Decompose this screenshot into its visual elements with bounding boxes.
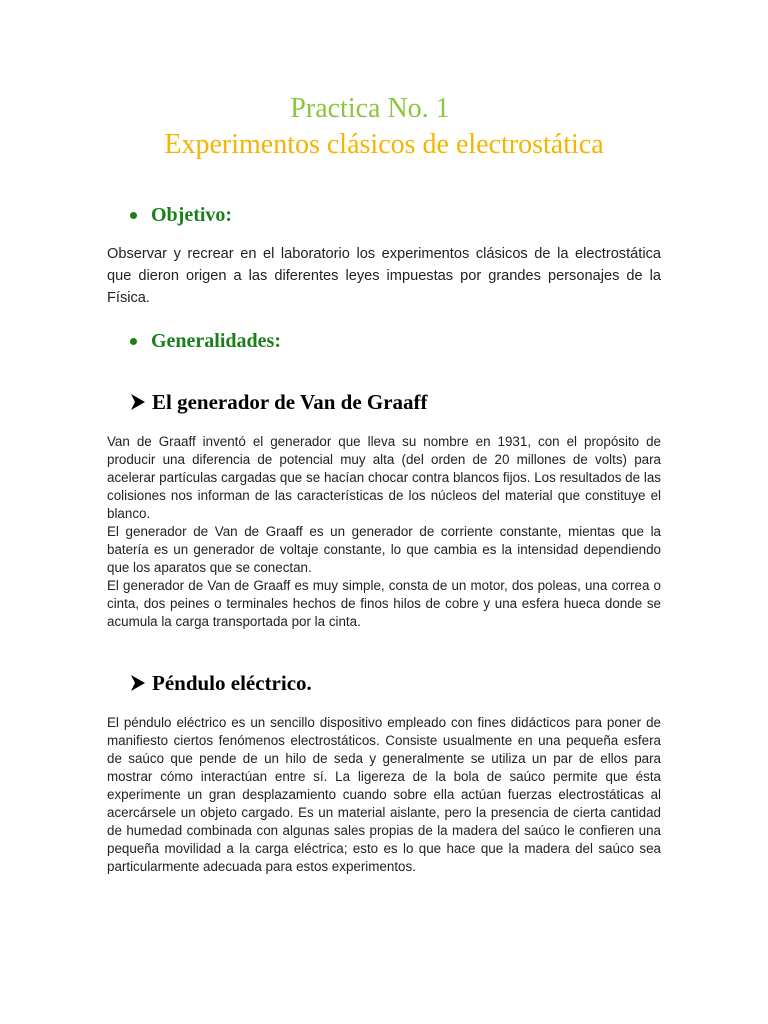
- pendulo-heading: [130, 670, 312, 696]
- generalidades-heading-label: Generalidades:: [151, 330, 281, 352]
- objetivo-paragraph: [107, 243, 661, 309]
- van-de-graaff-section: [107, 433, 661, 631]
- objetivo-heading-label: Objetivo:: [151, 204, 233, 226]
- objetivo-text: Observar y recrear en el laboratorio los experimentos clásicos de la electrostática que dieron origen a las diferentes leyes impuestas por grandes personajes de la Física.: [107, 246, 661, 306]
- arrowhead-bullet-icon: [130, 674, 146, 692]
- pendulo-heading-label: Péndulo eléctrico.: [152, 671, 312, 695]
- bullet-icon: [130, 338, 137, 345]
- pendulo-paragraph: El péndulo eléctrico es un sencillo dispositivo empleado con fines didácticos para poner de manifiesto ciertos fenómenos electrostáticos. Consiste usualmente en una pequeña esfera de saúco que pende de un hilo de seda y generalmente se utiliza un par de ellos para mostrar cómo interactúan entre sí. La ligereza de la bola de saúco permite que ésta experimente un gran desplazamiento cuando sobre ella actúan fuerzas electrostáticas al acercársele un objeto cargado. Es un material aislante, pero la presencia de cierta cantidad de humedad combinada con algunas sales propias de la madera del saúco le confieren una pequeña movilidad a la carga eléctrica; esto es lo que hace que la madera del saúco sea particularmente adecuada para estos experimentos.: [107, 715, 661, 874]
- van-de-graaff-paragraph-1: Van de Graaff inventó el generador que lleva su nombre en 1931, con el propósito de producir una diferencia de potencial muy alta (del orden de 20 millones de volts) para acelerar partículas cargadas que se hacían chocar contra blancos fijos. Los resultados de las colisiones nos informan de las características de los núcleos del material que constituye el blanco.: [107, 434, 661, 521]
- van-de-graaff-paragraph-2: El generador de Van de Graaff es un generador de corriente constante, mientas que la batería es un generador de voltaje constante, lo que cambia es la intensidad dependiendo que los aparatos que se conectan.: [107, 524, 661, 575]
- van-de-graaff-heading-label: El generador de Van de Graaff: [152, 390, 428, 414]
- practice-title: Practica No. 1: [290, 93, 450, 124]
- van-de-graaff-heading: [130, 389, 428, 415]
- van-de-graaff-paragraph-3: El generador de Van de Graaff es muy simple, consta de un motor, dos poleas, una correa o cinta, dos peines o terminales hechos de finos hilos de cobre y una esfera hueca donde se acumula la carga transportada por la cinta.: [107, 578, 661, 629]
- arrowhead-bullet-icon: [130, 393, 146, 411]
- objetivo-heading: [130, 203, 232, 227]
- bullet-icon: [130, 212, 137, 219]
- practice-subtitle: Experimentos clásicos de electrostática: [164, 129, 604, 160]
- generalidades-heading: [130, 329, 281, 353]
- pendulo-section: [107, 714, 661, 876]
